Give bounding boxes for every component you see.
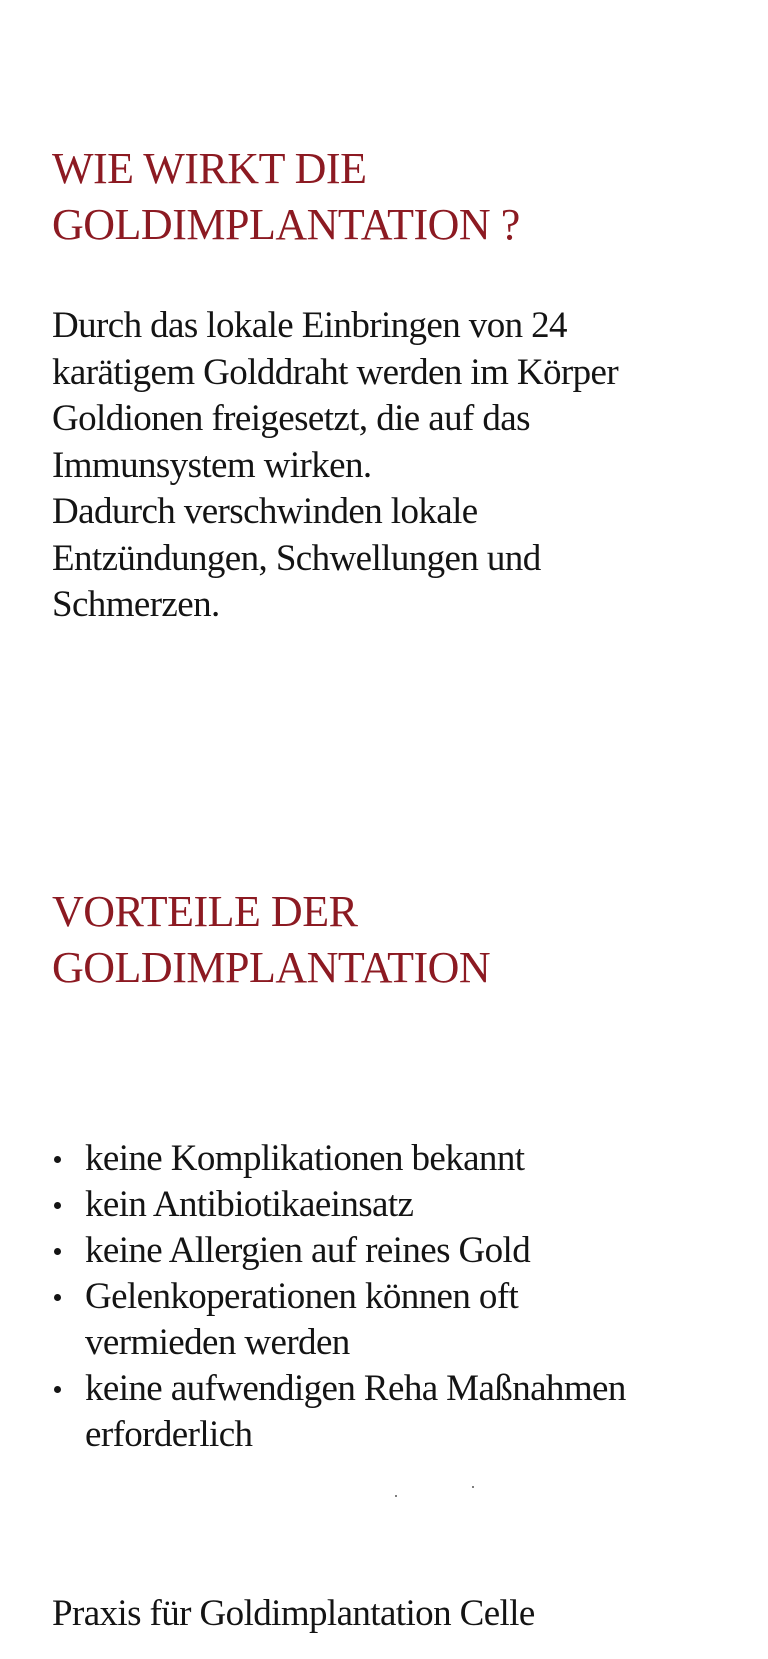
paragraph-line: Goldionen freigesetzt, die auf das <box>52 398 530 439</box>
list-item-text: keine aufwendigen Reha Maßnahmen <box>85 1368 626 1409</box>
list-item <box>48 1274 626 1366</box>
paragraph-line: Durch das lokale Einbringen von 24 <box>52 305 567 346</box>
title-line: GOLDIMPLANTATION <box>52 943 491 992</box>
bullet-icon <box>54 1294 61 1301</box>
paragraph-line: Schmerzen. <box>52 584 220 625</box>
list-item-text: erforderlich <box>85 1414 253 1455</box>
list-item-text: keine Allergien auf reines Gold <box>85 1230 531 1271</box>
title-line: WIE WIRKT DIE <box>52 144 367 193</box>
how-it-works-paragraph <box>52 303 618 629</box>
list-item <box>48 1228 626 1274</box>
scan-speck <box>395 1495 397 1497</box>
list-item <box>48 1136 626 1182</box>
bullet-icon <box>54 1202 61 1209</box>
bullet-icon <box>54 1248 61 1255</box>
list-item-text: kein Antibiotikaeinsatz <box>85 1184 414 1225</box>
paragraph-line: Dadurch verschwinden lokale <box>52 491 478 532</box>
scan-speck <box>472 1486 474 1488</box>
paragraph-line: Entzündungen, Schwellungen und <box>52 537 541 579</box>
list-item-text: keine Komplikationen bekannt <box>85 1138 525 1179</box>
section-title-advantages <box>52 884 490 996</box>
title-line: GOLDIMPLANTATION ? <box>52 200 520 249</box>
paragraph-line: karätigem Golddraht werden im Körper <box>52 351 619 393</box>
title-line: VORTEILE DER <box>52 887 358 936</box>
advantages-list <box>48 1136 626 1458</box>
bullet-icon <box>54 1156 61 1163</box>
bullet-icon <box>54 1386 61 1393</box>
list-item <box>48 1366 626 1458</box>
practice-name-footer: Praxis für Goldimplantation Celle <box>52 1593 535 1634</box>
paragraph-line: Immunsystem wirken. <box>52 444 372 486</box>
list-item-text: Gelenkoperationen können oft <box>85 1276 519 1317</box>
list-item-text: vermieden werden <box>85 1322 350 1363</box>
section-title-how-it-works <box>52 141 520 253</box>
list-item <box>48 1182 626 1228</box>
